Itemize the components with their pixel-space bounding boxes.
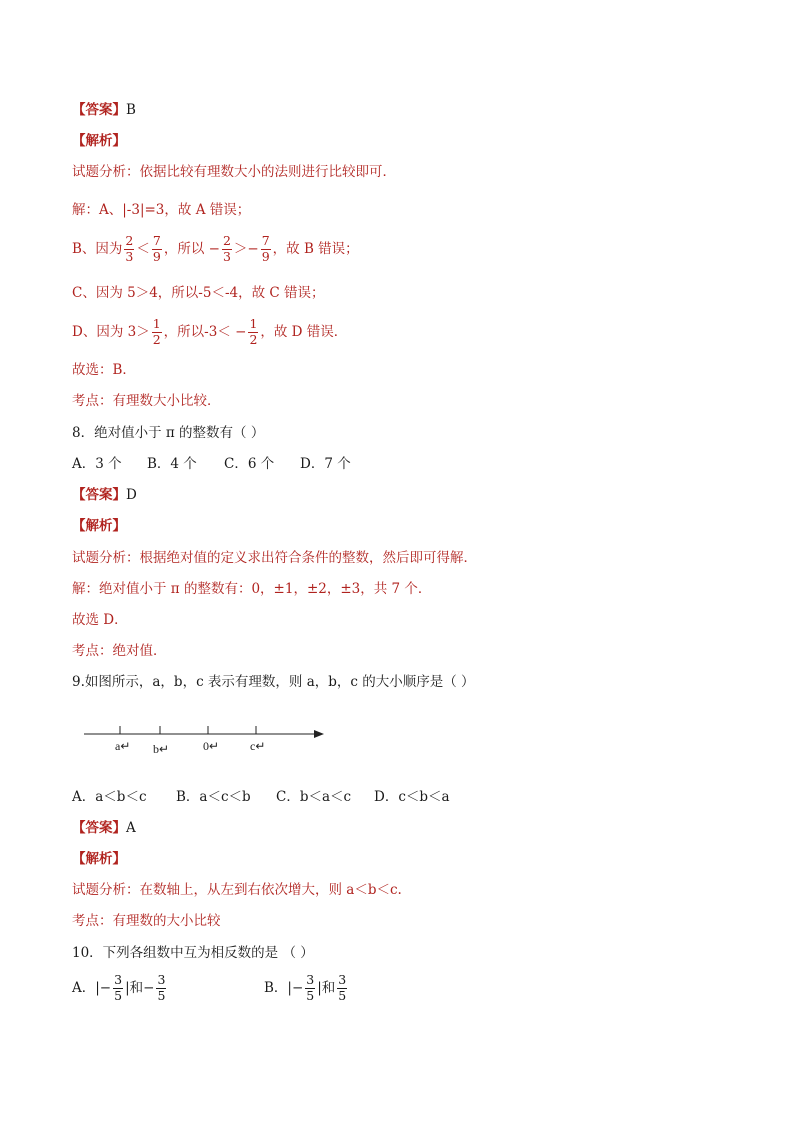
fraction-denominator: 9 <box>152 248 161 264</box>
solution-q8: 解：绝对值小于 π 的整数有：0，±1，±2，±3，共 7 个． <box>72 581 432 597</box>
analysis-label-q8 <box>72 515 126 537</box>
option-b: B．4 个 <box>147 456 197 472</box>
analysis-label-q9 <box>72 848 126 870</box>
option-a <box>72 968 264 1008</box>
fraction-denominator: 5 <box>306 987 315 1003</box>
analysis-text-q9: 试题分析：在数轴上，从左到右依次增大，则 a＜b＜c. <box>72 882 402 898</box>
solution-b-suffix: ，故 B 错误； <box>272 241 359 257</box>
solution-d-q7 <box>72 312 347 352</box>
answer-value: B <box>126 102 136 118</box>
fraction-numerator: 7 <box>152 233 161 248</box>
fraction-numerator: 3 <box>306 972 315 987</box>
question-8: 8．绝对值小于 π 的整数有（ ） <box>72 425 265 441</box>
point-q7: 考点：有理数大小比较． <box>72 393 221 409</box>
fraction-denominator: 2 <box>249 331 258 347</box>
point-q8: 考点：绝对值． <box>72 643 167 659</box>
fraction-denominator: 3 <box>222 248 231 264</box>
option-b-mid: |和 <box>317 980 336 996</box>
arrow-right-icon <box>314 730 324 738</box>
option-a: A．a＜b＜c <box>72 789 147 805</box>
answer-value: D <box>126 487 137 503</box>
option-d: D．c＜b＜a <box>374 789 450 805</box>
greater-than-sign: ＞− <box>233 241 259 257</box>
solution-c-q7: C、因为 5＞4，所以-5＜-4，故 C 错误； <box>72 285 325 301</box>
answer-label: 【答案】 <box>72 102 126 118</box>
option-b <box>264 968 349 1008</box>
fraction-denominator: 5 <box>114 987 123 1003</box>
question-10: 10．下列各组数中互为相反数的是 （ ） <box>72 945 314 961</box>
label-c: c↵ <box>250 739 266 753</box>
fraction-numerator: 2 <box>222 233 231 248</box>
fraction-3-5 <box>113 974 123 1002</box>
fraction-numerator: 3 <box>157 972 166 987</box>
label-a: a↵ <box>115 739 131 753</box>
fraction-7-9 <box>152 235 162 263</box>
fraction-denominator: 3 <box>125 248 134 264</box>
fraction-1-2 <box>152 318 162 346</box>
analysis-text-q7: 试题分析：依据比较有理数大小的法则进行比较即可． <box>72 164 396 180</box>
solution-a-q7: 解：A、|-3|=3，故 A 错误； <box>72 202 251 218</box>
fraction-3-5 <box>156 974 166 1002</box>
choice-q8: 故选 D． <box>72 612 128 628</box>
choice-q7: 故选：B． <box>72 362 136 378</box>
option-b: B．a＜c＜b <box>176 789 251 805</box>
options-q9 <box>72 786 450 808</box>
option-c: C．b＜a＜c <box>276 789 352 805</box>
fraction-numerator: 7 <box>261 233 270 248</box>
fraction-denominator: 5 <box>157 987 166 1003</box>
fraction-numerator: 1 <box>152 316 161 331</box>
fraction-numerator: 3 <box>114 972 123 987</box>
option-a-prefix: A．|− <box>72 980 112 996</box>
less-than-sign: ＜ <box>136 241 150 257</box>
fraction-7-9 <box>261 235 271 263</box>
option-b-prefix: B．|− <box>264 980 304 996</box>
fraction-denominator: 2 <box>152 331 161 347</box>
fraction-denominator: 9 <box>261 248 270 264</box>
fraction-denominator: 5 <box>338 987 347 1003</box>
fraction-1-2 <box>248 318 258 346</box>
answer-line-q8 <box>72 484 137 506</box>
solution-b-mid: ，所以 − <box>163 241 220 257</box>
analysis-label: 【解析】 <box>72 851 126 867</box>
fraction-numerator: 3 <box>338 972 347 987</box>
option-c: C．6 个 <box>224 456 275 472</box>
solution-d-prefix: D、因为 3＞ <box>72 324 150 340</box>
answer-label: 【答案】 <box>72 820 126 836</box>
answer-line-q7 <box>72 99 136 121</box>
label-b: b↵ <box>153 742 170 756</box>
solution-b-q7 <box>72 229 359 269</box>
fraction-numerator: 2 <box>125 233 134 248</box>
question-9: 9.如图所示，a，b，c 表示有理数，则 a，b，c 的大小顺序是（ ） <box>72 674 475 690</box>
fraction-2-3 <box>124 235 134 263</box>
fraction-3-5 <box>305 974 315 1002</box>
answer-label: 【答案】 <box>72 487 126 503</box>
analysis-label: 【解析】 <box>72 518 126 534</box>
options-q10 <box>72 968 349 1008</box>
answer-line-q9 <box>72 817 136 839</box>
fraction-3-5 <box>337 974 347 1002</box>
options-q8 <box>72 453 351 475</box>
analysis-label-q7 <box>72 130 126 152</box>
solution-d-suffix: ，故 D 错误． <box>260 324 348 340</box>
option-a: A．3 个 <box>72 456 122 472</box>
label-zero: 0↵ <box>203 739 220 753</box>
answer-value: A <box>126 820 136 836</box>
number-line-diagram <box>80 718 340 762</box>
option-d: D．7 个 <box>300 456 351 472</box>
fraction-2-3 <box>222 235 232 263</box>
analysis-label: 【解析】 <box>72 133 126 149</box>
fraction-numerator: 1 <box>249 316 258 331</box>
analysis-text-q8: 试题分析：根据绝对值的定义求出符合条件的整数，然后即可得解． <box>72 550 477 566</box>
solution-b-prefix: B、因为 <box>72 241 123 257</box>
solution-d-mid: ，所以-3＜ − <box>163 324 247 340</box>
point-q9: 考点：有理数的大小比较 <box>72 913 221 929</box>
option-a-mid: |和− <box>125 980 155 996</box>
